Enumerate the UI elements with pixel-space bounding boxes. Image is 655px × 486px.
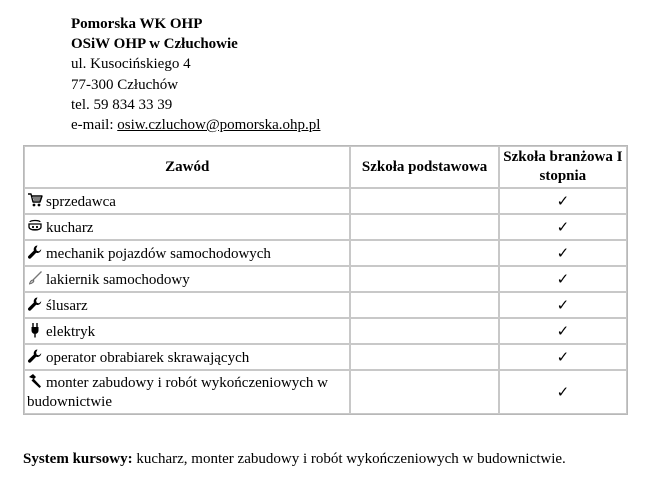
profession-cell: [24, 188, 350, 214]
table-row: [24, 266, 627, 292]
email-line: [71, 115, 320, 135]
cooking-pot-icon: [27, 218, 43, 234]
course-system-note: [23, 451, 566, 468]
email-link[interactable]: osiw.czluchow@pomorska.ohp.pl: [117, 117, 321, 134]
primary-school-cell: [350, 292, 498, 318]
electric-plug-icon: [27, 322, 43, 338]
course-system-text: kucharz, monter zabudowy i robót wykończeniowych w budownictwie.: [132, 451, 566, 467]
checkmark-icon: ✓: [556, 347, 570, 366]
hammer-icon: [27, 373, 43, 389]
profession-name: mechanik pojazdów samochodowych: [46, 245, 271, 262]
profession-cell: [24, 318, 350, 344]
checkmark-icon: ✓: [556, 191, 570, 210]
address-block: [71, 14, 320, 135]
table-row: [24, 188, 627, 214]
vocational-school-cell: [499, 188, 627, 214]
profession-name: ślusarz: [46, 297, 88, 314]
wrench-icon: [27, 296, 43, 312]
table-row: [24, 292, 627, 318]
shopping-cart-icon: [27, 192, 43, 208]
paint-brush-icon: [27, 270, 43, 286]
table-row: [24, 240, 627, 266]
profession-cell: [24, 240, 350, 266]
profession-cell: [24, 266, 350, 292]
street-address: ul. Kusocińskiego 4: [71, 56, 191, 73]
profession-name: elektryk: [46, 323, 96, 340]
header-profession: Zawód: [24, 146, 350, 188]
primary-school-cell: [350, 266, 498, 292]
table-row: [24, 318, 627, 344]
table-row: [24, 214, 627, 240]
primary-school-cell: [350, 344, 498, 370]
profession-name: kucharz: [46, 219, 94, 236]
primary-school-cell: [350, 240, 498, 266]
postal-city: 77-300 Człuchów: [71, 76, 179, 93]
email-label: e-mail:: [71, 117, 118, 134]
table-row: [24, 344, 627, 370]
phone-number: tel. 59 834 33 39: [71, 96, 173, 113]
profession-name: sprzedawca: [46, 193, 116, 210]
professions-table: [23, 145, 628, 415]
table-row: [24, 370, 627, 414]
primary-school-cell: [350, 188, 498, 214]
primary-school-cell: [350, 214, 498, 240]
vocational-school-cell: [499, 344, 627, 370]
profession-cell: [24, 344, 350, 370]
checkmark-icon: ✓: [556, 269, 570, 288]
table-header-row: [24, 146, 627, 188]
wrench-icon: [27, 244, 43, 260]
header-primary-school: Szkoła podstawowa: [350, 146, 498, 188]
vocational-school-cell: [499, 292, 627, 318]
profession-cell: [24, 370, 350, 414]
profession-cell: [24, 292, 350, 318]
checkmark-icon: ✓: [556, 217, 570, 236]
course-system-label: System kursowy:: [23, 451, 133, 467]
checkmark-icon: ✓: [556, 382, 570, 401]
profession-name: operator obrabiarek skrawających: [46, 349, 250, 366]
vocational-school-cell: [499, 266, 627, 292]
vocational-school-cell: [499, 240, 627, 266]
primary-school-cell: [350, 370, 498, 414]
unit-name: OSiW OHP w Człuchowie: [71, 36, 238, 53]
vocational-school-cell: [499, 214, 627, 240]
profession-cell: [24, 214, 350, 240]
profession-name: lakiernik samochodowy: [46, 271, 190, 288]
checkmark-icon: ✓: [556, 321, 570, 340]
checkmark-icon: ✓: [556, 295, 570, 314]
vocational-school-cell: [499, 318, 627, 344]
vocational-school-cell: [499, 370, 627, 414]
checkmark-icon: ✓: [556, 243, 570, 262]
wrench-icon: [27, 348, 43, 364]
header-vocational-school: Szkoła branżowa I stopnia: [499, 146, 627, 188]
organization-name: Pomorska WK OHP: [71, 16, 203, 32]
profession-name: monter zabudowy i robót wykończeniowych w budownictwie: [27, 375, 329, 410]
primary-school-cell: [350, 318, 498, 344]
